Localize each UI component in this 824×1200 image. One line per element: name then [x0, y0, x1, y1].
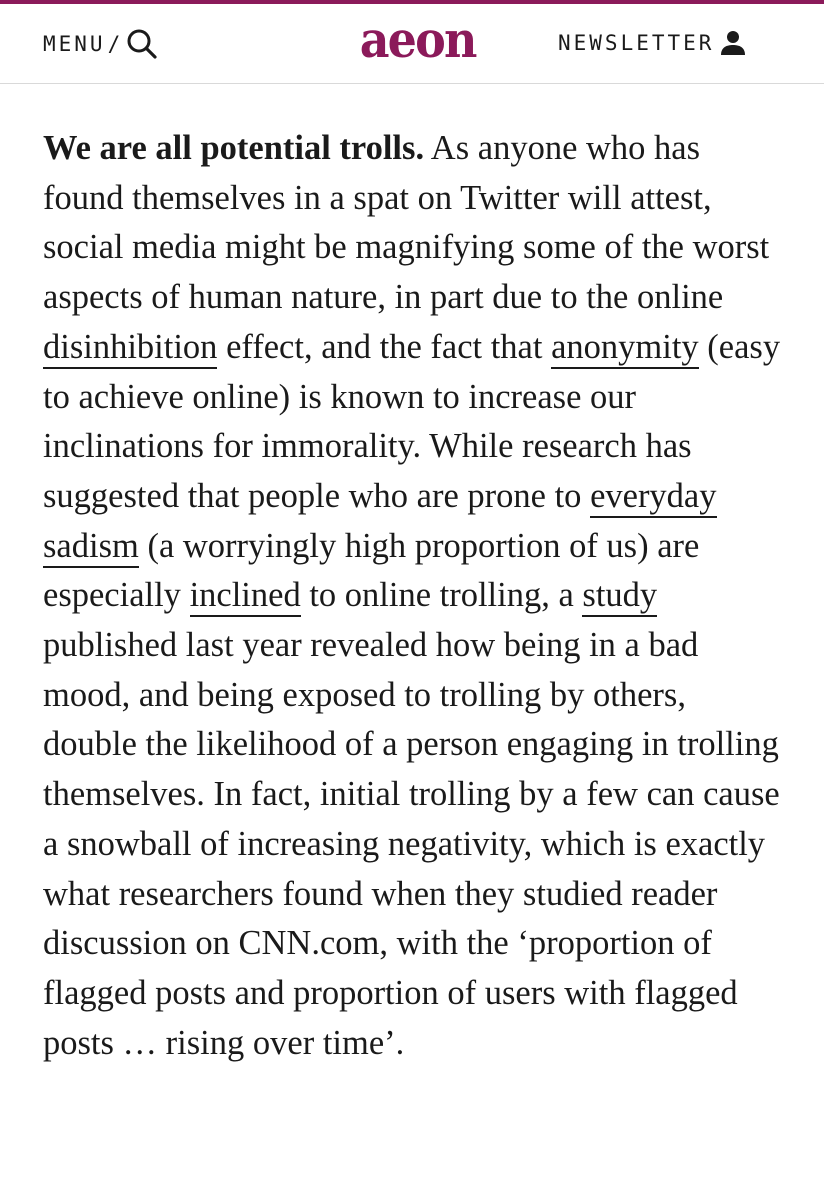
- search-icon[interactable]: [126, 28, 158, 60]
- text-segment: (a worryingly high proportion of us) are especially: [43, 526, 700, 615]
- text-segment: published last year revealed how being in a bad mood, and being exposed to trolling by others, double the likelihood of a person engaging in trolling themselves. In fact, initial trolling by a few can cause a snowball of increasing negativity, which is exactly what researchers found when they studied reader discussion on CNN.com, with the ‘proportion of flagged posts and proportion of users with flagged posts … rising over time’.: [43, 626, 780, 1062]
- menu-button[interactable]: [43, 28, 158, 60]
- link-disinhibition[interactable]: disinhibition: [43, 328, 217, 369]
- site-header: [0, 4, 824, 84]
- link-inclined[interactable]: inclined: [190, 576, 301, 617]
- article-paragraph: [43, 124, 788, 1068]
- menu-label: MENU: [43, 32, 106, 56]
- article-body: [43, 124, 788, 1068]
- link-study[interactable]: study: [582, 576, 657, 617]
- menu-separator: /: [107, 32, 121, 56]
- text-segment: (easy to achieve online) is known to increase our inclinations for immorality. While research has suggested that people who are prone to: [43, 327, 781, 515]
- link-anonymity[interactable]: anonymity: [551, 328, 699, 369]
- user-icon[interactable]: [714, 28, 748, 58]
- link-everyday-sadism[interactable]: everyday sadism: [43, 477, 717, 568]
- text-segment: to online trolling, a: [300, 576, 583, 615]
- text-segment: As anyone who has found themselves in a spat on Twitter will attest, social media might be magnifying some of the worst aspects of human nature, in part due to the online: [43, 129, 770, 317]
- text-segment: effect, and the fact that: [217, 327, 552, 366]
- lead-sentence: We are all potential trolls.: [43, 129, 425, 167]
- newsletter-label: NEWSLETTER: [558, 31, 715, 55]
- newsletter-link[interactable]: [558, 28, 748, 58]
- aeon-logo[interactable]: aeon: [359, 10, 476, 69]
